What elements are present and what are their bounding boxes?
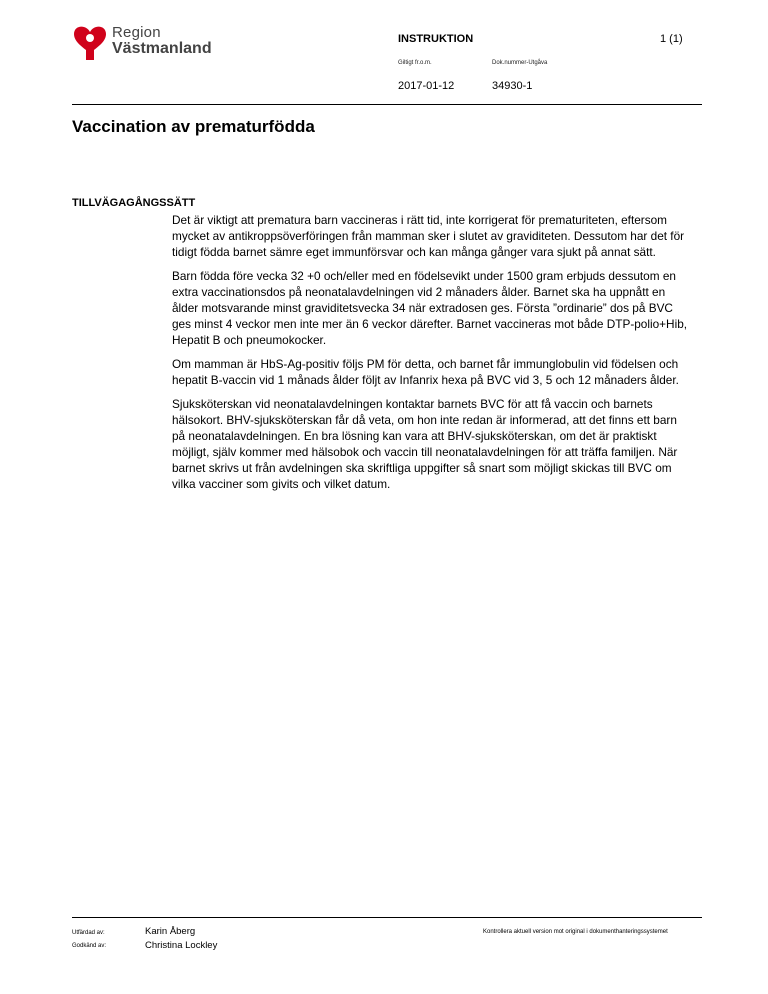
footer-divider (72, 917, 702, 918)
section-heading: TILLVÄGAGÅNGSSÄTT (72, 197, 196, 209)
doc-number-value: 34930-1 (492, 80, 533, 92)
logo-text-vastmanland: Västmanland (112, 40, 212, 57)
paragraph-3: Om mamman är HbS-Ag-positiv följs PM för detta, och barnet får immunglobulin vid födelsen och hepatit B-vaccin vid 1 månads ålder följt av Infanrix hexa på BVC vid 3, 5 och 12 månaders ålder. (172, 357, 679, 387)
paragraph-4: Sjuksköterskan vid neonatalavdelningen kontaktar barnets BVC för att få vaccin och barnets hälsokort. BHV-sjuksköterskan får då veta, om hon inte redan är informerad, att det finns ett barn på neonatalavdelningen. En bra lösning kan vara att BHV-sjuksköterskan, om det är praktiskt möjligt, själv kommer med hälsobok och vaccin till neonatalavdelningen för att träffa familjen. När barnet skrivs ut från avdelningen ska skriftliga uppgifter så snart som möjligt skickas till BVC om vilka vacciner som givits och vilket datum. (172, 397, 678, 491)
paragraph-1: Det är viktigt att prematura barn vaccineras i rätt tid, inte korrigerat för prematuriteten, eftersom mycket av antikroppsöverföringen från mamman sker i slutet av graviditeten. Dessutom har det för tidigt födda barnet sämre eget immunförsvar och kan många gånger vara sjukt på annat sätt. (172, 213, 685, 259)
footer-note: Kontrollera aktuell version mot original i dokumenthanteringssystemet (483, 929, 668, 935)
doc-number-label: Dok.nummer-Utgåva (492, 60, 548, 66)
section-body (172, 212, 692, 500)
approved-by-label: Godkänd av: (72, 943, 107, 949)
document-type: INSTRUKTION (398, 33, 474, 45)
region-vastmanland-logo (72, 24, 212, 64)
document-title: Vaccination av prematurfödda (72, 117, 315, 136)
logo-text-region: Region (112, 24, 161, 41)
paragraph-2: Barn födda före vecka 32 +0 och/eller med en födelsevikt under 1500 gram erbjuds dessutom en extra vaccinationsdos på neonatalavdelningen vid 2 månaders ålder. Barnet ska ha uppnått en ålder motsvarande minst graviditetsvecka 34 när extradosen ges. Första ”ordinarie” dos på BVC ges minst 4 veckor men inte mer än 6 veckor därefter. Barnet vaccineras mot både DTP-polio+Hib, Hepatit B och pneumokocker. (172, 269, 688, 347)
approved-by-value: Christina Lockley (145, 940, 218, 951)
valid-from-value: 2017-01-12 (398, 80, 455, 92)
header-divider (72, 104, 702, 105)
logo-heart-person-icon (72, 24, 108, 62)
issued-by-value: Karin Åberg (145, 926, 196, 937)
issued-by-label: Utfärdad av: (72, 930, 105, 936)
valid-from-label: Giltigt fr.o.m. (398, 60, 432, 66)
page-number: 1 (1) (660, 33, 683, 45)
